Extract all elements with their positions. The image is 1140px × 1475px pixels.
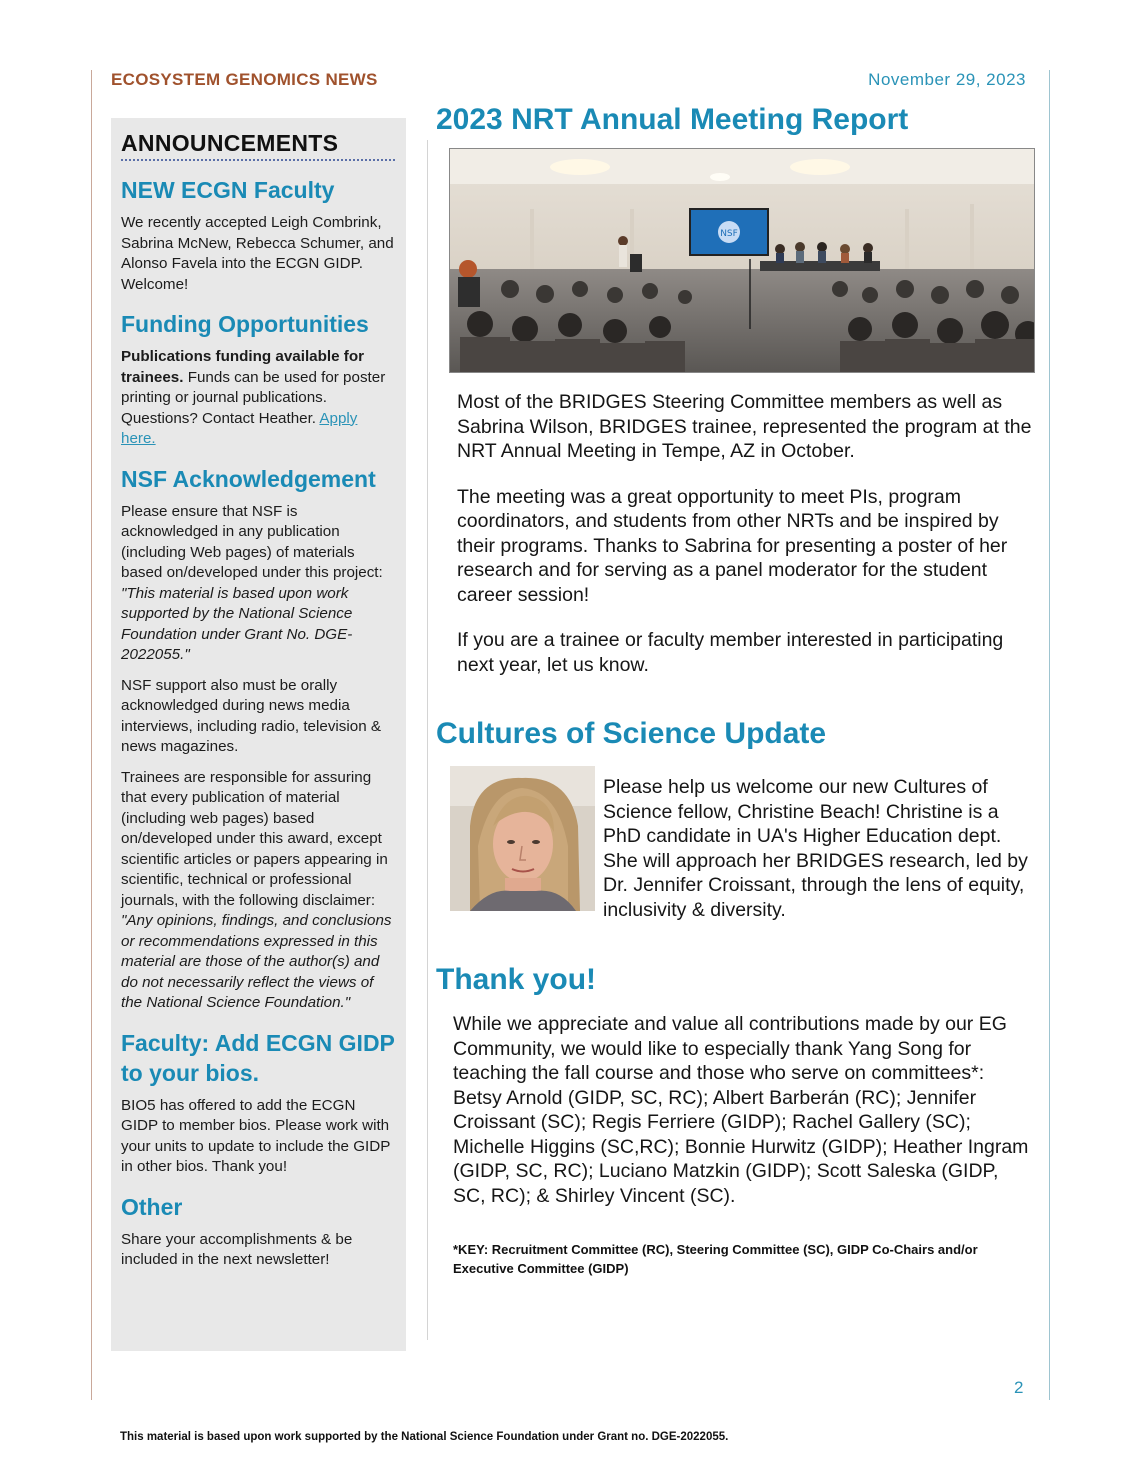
thanks-body bbox=[453, 1012, 1033, 1229]
funding-body: Funds can be used for poster printing or journal publications. Questions? Contact Heather. bbox=[121, 368, 386, 427]
masthead: ECOSYSTEM GENOMICS NEWS bbox=[111, 70, 378, 89]
funding-text bbox=[121, 347, 395, 450]
funding-bold: Publications funding available for trainees. bbox=[121, 348, 365, 386]
meeting-photo bbox=[449, 148, 1035, 373]
other-text: Share your accomplishments & be included in the next newsletter! bbox=[121, 1230, 353, 1268]
nsf-text-3 bbox=[121, 768, 395, 1014]
nsf-text-1-quote: "This material is based upon work supported by the National Science Foundation under Grant No. DGE-2022055." bbox=[121, 584, 353, 663]
thanks-paragraph: While we appreciate and value all contributions made by our EG Community, we would like to especially thank Yang Song for teaching the fall course and those who serve on committees*: Betsy Arnold (GIDP, SC, RC); Albert Barberán (RC); Jennifer Croissant (SC); Regis Ferriere (GIDP); Rachel Gallery (SC); Michelle Higgins (SC,RC); Bonnie Hurwitz (GIDP); Heather Ingram (GIDP, SC, RC); Luciano Matzkin (GIDP); Scott Saleska (GIDP, SC, RC); & Shirley Vincent (SC). bbox=[453, 1013, 1029, 1207]
nsf-heading: NSF Acknowledgement bbox=[121, 465, 376, 492]
nsf-text-1 bbox=[121, 502, 395, 666]
thanks-heading: Thank you! bbox=[436, 963, 597, 996]
other-heading: Other bbox=[121, 1193, 183, 1220]
cultures-paragraph: Please help us welcome our new Cultures of Science fellow, Christine Beach! Christine is a PhD candidate in UA's Higher Education dept. She will approach her BRIDGES research, led by Dr. Jennifer Croissant, through the lens of equity, inclusivity & diversity. bbox=[603, 776, 1028, 921]
funding-heading: Funding Opportunities bbox=[121, 311, 369, 337]
new-faculty-text: We recently accepted Leigh Combrink, Sabrina McNew, Rebecca Schumer, and Alonso Favela into the ECGN GIDP. Welcome! bbox=[121, 214, 394, 293]
nrt-paragraph-2: The meeting was a great opportunity to meet PIs, program coordinators, and students from other NRTs and be inspired by their programs. Thanks to Sabrina for presenting a poster of her research and for serving as a panel moderator for the student career session! bbox=[457, 485, 1008, 606]
nsf-text-1-body: Please ensure that NSF is acknowledged in any publication (including Web pages) of materials based on/developed under this project: bbox=[121, 502, 383, 581]
cultures-body bbox=[603, 775, 1033, 943]
portrait-illustration bbox=[450, 766, 595, 911]
screen-nsf-logo: NSF bbox=[720, 229, 738, 239]
cultures-heading: Cultures of Science Update bbox=[436, 717, 827, 750]
christine-beach-photo bbox=[450, 766, 595, 911]
nrt-paragraph-1: Most of the BRIDGES Steering Committee members as well as Sabrina Wilson, BRIDGES trainee, represented the program at the NRT Annual Meeting in Tempe, AZ in October. bbox=[457, 391, 1032, 462]
nrt-paragraph-3: If you are a trainee or faculty member interested in participating next year, let us know. bbox=[457, 629, 1004, 676]
right-margin-rule bbox=[1049, 70, 1050, 1400]
column-divider bbox=[427, 140, 428, 1340]
footer-note: This material is based upon work supported by the National Science Foundation under Grant no. DGE-2022055. bbox=[120, 1431, 729, 1443]
announcements-sidebar bbox=[111, 118, 406, 1351]
committee-key: *KEY: Recruitment Committee (RC), Steering Committee (SC), GIDP Co-Chairs and/or Executive Committee (GIDP) bbox=[453, 1242, 978, 1276]
issue-date: November 29, 2023 bbox=[868, 70, 1026, 89]
bios-heading: Faculty: Add ECGN GIDP to your bios. bbox=[121, 1029, 395, 1086]
nrt-body bbox=[457, 390, 1037, 698]
apply-here-link[interactable]: Apply here. bbox=[121, 409, 358, 447]
page-number: 2 bbox=[1014, 1378, 1024, 1397]
nsf-text-2: NSF support also must be orally acknowledged during news media interviews, including radio, television & news magazines. bbox=[121, 676, 382, 755]
nsf-text-3-body: Trainees are responsible for assuring that every publication of material (including web pages) based on/developed under this award, except scientific articles or papers appearing in scientific, technical or professional journals, with the following disclaimer: bbox=[121, 768, 388, 909]
left-margin-rule bbox=[91, 70, 92, 1400]
bios-text: BIO5 has offered to add the ECGN GIDP to member bios. Please work with your units to update to include the GIDP in other bios. Thank you! bbox=[121, 1096, 391, 1175]
announcements-title: ANNOUNCEMENTS bbox=[121, 130, 395, 161]
conference-room-illustration bbox=[450, 149, 1034, 372]
nrt-heading: 2023 NRT Annual Meeting Report bbox=[436, 103, 909, 136]
new-faculty-heading: NEW ECGN Faculty bbox=[121, 177, 335, 203]
nsf-text-3-disclaimer: "Any opinions, findings, and conclusions or recommendations expressed in this material are those of the author(s) and do not necessarily reflect the views of the National Science Foundation." bbox=[121, 912, 392, 1011]
